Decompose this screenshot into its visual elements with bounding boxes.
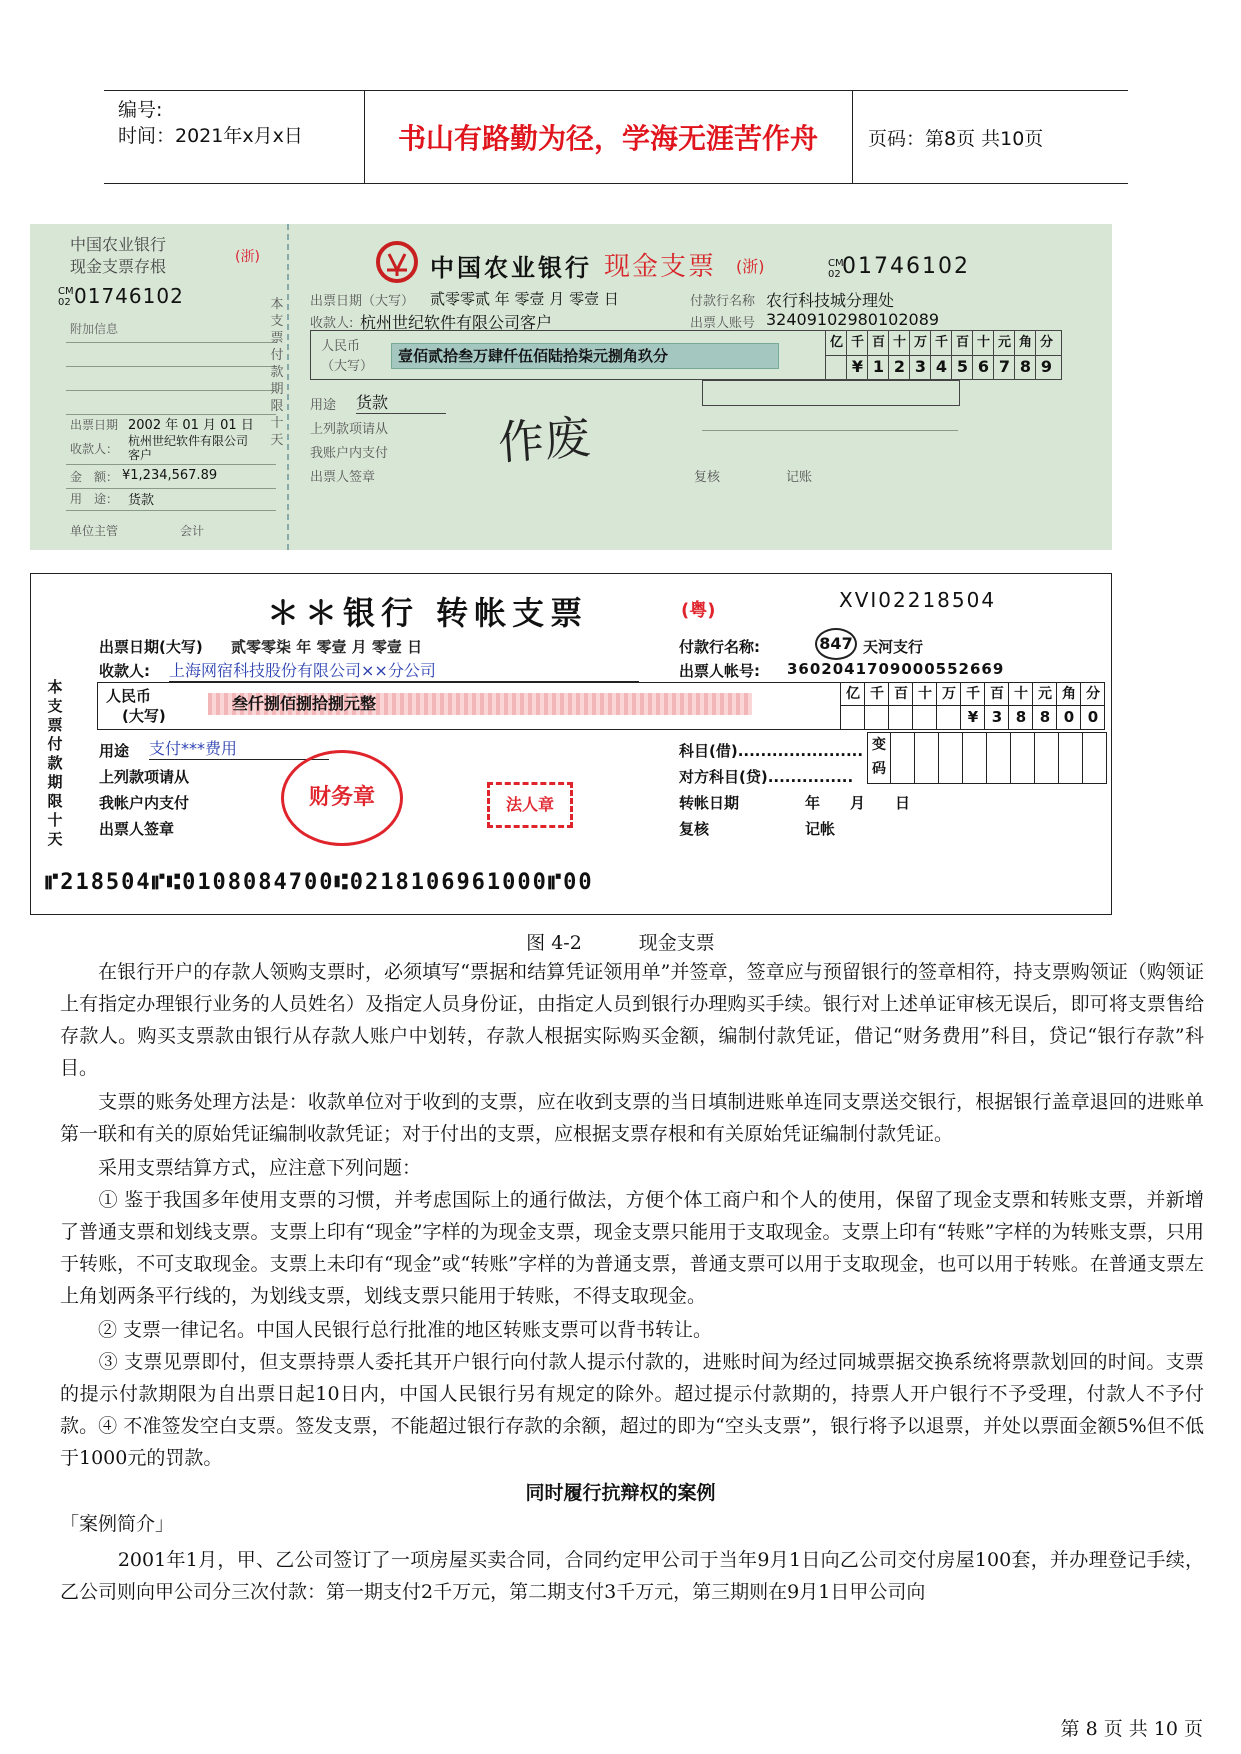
stub-use-label: 用 途： — [70, 492, 119, 506]
code-box — [702, 380, 960, 406]
stub-unit-label: 单位主管 — [70, 524, 119, 538]
number-label: 编号: — [118, 99, 163, 121]
stub-number: 01746102 — [74, 284, 184, 308]
issue-date-label: 出票日期（大写） — [310, 294, 415, 309]
transfer-cheque-title: ＊＊银行 转帐支票 — [267, 594, 589, 632]
place-cell: 百 — [951, 331, 973, 355]
payee-label: 收款人: — [99, 662, 150, 680]
instruction-line-2: 我帐户内支付 — [99, 794, 190, 812]
place-cell: 元 — [993, 331, 1015, 355]
place-cell: 7 — [993, 355, 1015, 379]
place-cell: 万 — [909, 331, 931, 355]
transfer-cheque-image — [30, 573, 1112, 915]
amount-row — [97, 682, 1105, 730]
case-paragraph: 2001年1月，甲、乙公司签订了一项房屋买卖合同，合同约定甲公司于当年9月1日向乙公司交付房屋100套，并办理登记手续，乙公司则向甲公司分三次付款：第一期支付2千万元，第二期支付3千万元，第三期则在9月1日甲公司向 — [60, 1549, 1204, 1603]
place-cell — [912, 705, 937, 729]
transfer-number: XVI02218504 — [839, 588, 997, 612]
place-cell: 千 — [864, 683, 889, 705]
place-cell: 1 — [867, 355, 889, 379]
place-cell: 8 — [1032, 705, 1057, 729]
stub-date-label: 出票日期 — [70, 418, 119, 432]
place-cell: 6 — [972, 355, 994, 379]
place-cell: 亿 — [840, 683, 865, 705]
place-cell: 4 — [930, 355, 952, 379]
issue-date-label: 出票日期(大写) — [99, 638, 203, 656]
use-label: 用途 — [99, 742, 130, 760]
use-value: 支付***费用 — [149, 736, 329, 760]
place-cell: 8 — [1014, 355, 1036, 379]
drawer-account-label: 出票人账号 — [690, 316, 756, 331]
place-cell: 万 — [936, 683, 961, 705]
place-cell: 百 — [888, 683, 913, 705]
province: (浙) — [736, 257, 765, 276]
stub-province: (浙) — [235, 249, 260, 265]
bank-logo-icon — [375, 240, 419, 284]
issue-date-value: 贰零零柒 年 零壹 月 零壹 日 — [231, 638, 423, 656]
cheque-type: 现金支票 — [604, 252, 717, 282]
place-cell — [864, 705, 889, 729]
header-meta — [104, 91, 365, 183]
stub-use-value: 货款 — [128, 493, 155, 508]
amount-in-words: 壹佰贰拾叁万肆仟伍佰陆拾柒元捌角玖分 — [391, 343, 779, 369]
place-cell: 千 — [930, 331, 952, 355]
use-label: 用途 — [310, 398, 337, 413]
stub-code: CM 02 — [58, 286, 74, 308]
cheque-code: CM 02 — [828, 258, 844, 280]
stub-date-value: 2002 年 01 月 01 日 — [128, 418, 254, 433]
place-cell: 十 — [972, 331, 994, 355]
drawer-account-value: 32409102980102089 — [766, 310, 940, 329]
void-handwriting: 作废 — [496, 409, 592, 471]
payer-bank-code: 847 — [815, 628, 857, 660]
place-header-row — [825, 331, 1061, 356]
time-label: 时间：2021年x月x日 — [118, 125, 303, 147]
place-cell: 3 — [909, 355, 931, 379]
stub-attach-label: 附加信息 — [70, 322, 119, 336]
page-header — [104, 90, 1128, 184]
payee-value: 杭州世纪软件有限公司客户 — [360, 313, 553, 332]
place-cell: 分 — [1035, 331, 1057, 355]
place-cell: 百 — [867, 331, 889, 355]
figure-caption: 图 4-2 现金支票 — [526, 932, 715, 954]
record-label: 记账 — [786, 470, 813, 485]
credit-label: 对方科目(贷)............... — [679, 768, 854, 786]
place-cell: 8 — [1008, 705, 1033, 729]
place-cell: ¥ — [960, 705, 985, 729]
cheque-stub — [30, 224, 289, 550]
review-label: 复核 — [679, 820, 710, 838]
paragraph-5: ② 支票一律记名。中国人民银行总行批准的地区转账支票可以背书转让。 — [60, 1319, 713, 1341]
payee-label: 收款人: — [310, 316, 354, 331]
place-cell: 0 — [1056, 705, 1081, 729]
place-cell: 十 — [912, 683, 937, 705]
place-cell: ¥ — [846, 355, 868, 379]
place-cell: 2 — [888, 355, 910, 379]
instruction-line-2: 我账户内支付 — [310, 446, 389, 461]
transfer-date-ymd: 年 月 日 — [805, 794, 911, 812]
place-cell: 十 — [888, 331, 910, 355]
place-cell: 千 — [846, 331, 868, 355]
header-motto: 书山有路勤为径，学海无涯苦作舟 — [364, 91, 853, 183]
case-label: 「案例简介」 — [60, 1513, 175, 1535]
record-label: 记帐 — [805, 820, 836, 838]
payer-bank-label: 付款行名称 — [690, 294, 756, 309]
cheque-number: 01746102 — [842, 254, 970, 279]
stub-amount-value: ¥1,234,567.89 — [122, 468, 218, 483]
legal-person-stamp: 法人章 — [487, 782, 573, 828]
micr-line: ⑈218504⑈⑆0108084700⑆0218106961000⑈00 — [45, 870, 594, 895]
place-digit-row — [825, 355, 1061, 379]
place-cell — [840, 705, 865, 729]
place-cell: 5 — [951, 355, 973, 379]
stub-bank: 中国农业银行 — [70, 235, 167, 254]
amount-in-words: 叁仟捌佰捌拾捌元整 — [208, 693, 752, 715]
bank-name: 中国农业银行 — [430, 254, 592, 282]
use-value: 货款 — [356, 390, 446, 414]
payer-bank-value: 天河支行 — [863, 638, 924, 656]
place-cell: 百 — [984, 683, 1009, 705]
place-cell: 角 — [1056, 683, 1081, 705]
instruction-line-1: 上列款项请从 — [310, 422, 389, 437]
paragraph-4: ① 鉴于我国多年使用支票的习惯，并考虑国际上的通行做法，方便个体工商户和个人的使用，保留了现金支票和转账支票，并新增了普通支票和划线支票。支票上印有“现金”字样的为现金支票，现金支票只能用于支取现金。支票上印有“转账”字样的为转账支票，只用于转账，不可支取现金。支票上未印有“现金”或“转账”字样的为普通支票，普通支票可以用于支取现金，也可以用于转账。在普通支票左上角划两条平行线的，为划线支票，划线支票只能用于转账，不得支取现金。 — [60, 1189, 1204, 1307]
place-cell — [825, 355, 847, 379]
rmb-label: 人民币 — [106, 687, 152, 705]
place-cell: 亿 — [825, 331, 847, 355]
stub-payee-label: 收款人： — [70, 442, 119, 456]
header-page: 页码：第8页 共10页 — [868, 127, 1044, 150]
payer-bank-value: 农行科技城分理处 — [766, 291, 895, 310]
issue-date-value: 贰零零贰 年 零壹 月 零壹 日 — [430, 290, 619, 308]
section-title: 同时履行抗辩权的案例 — [525, 1482, 716, 1504]
stub-account-label: 会计 — [180, 524, 205, 538]
drawer-signature-label: 出票人签章 — [310, 470, 376, 485]
stub-title: 现金支票存根 — [70, 257, 167, 276]
side-text: 本支票付款期限十天 — [47, 678, 63, 848]
place-header-row — [840, 683, 1104, 706]
stub-payee-value: 杭州世纪软件有限公司客户 — [128, 434, 249, 462]
transfer-date-label: 转帐日期 — [679, 794, 740, 812]
review-label: 复核 — [694, 470, 721, 485]
payer-bank-label: 付款行名称: — [679, 638, 760, 656]
cash-cheque-image — [30, 224, 1112, 550]
place-cell: 角 — [1014, 331, 1036, 355]
place-cell: 9 — [1035, 355, 1057, 379]
rmb-caps-label: (大写) — [122, 707, 166, 725]
place-cell: 十 — [1008, 683, 1033, 705]
paragraph-1: 在银行开户的存款人领购支票时，必须填写“票据和结算凭证领用单”并签章，签章应与预留银行的签章相符，持支票购领证（购领证上有指定办理银行业务的人员姓名）及指定人员身份证，由指定人员到银行办理购买手续。银行对上述单证审核无误后，即可将支票售给存款人。购买支票款由银行从存款人账户中划转，存款人根据实际购买金额，编制付款凭证，借记“财务费用”科目，贷记“银行存款”科目。 — [60, 961, 1204, 1079]
paragraph-3: 采用支票结算方式，应注意下列问题： — [60, 1157, 422, 1179]
stub-amount-label: 金 额： — [70, 470, 119, 484]
rmb-label: 人民币 — [321, 339, 361, 354]
place-digit-row — [840, 705, 1104, 729]
code-grid — [867, 732, 1107, 784]
place-cell: 3 — [984, 705, 1009, 729]
code-label: 变码 — [868, 733, 891, 783]
paragraph-6: ③ 支票见票即付，但支票持票人委托其开户银行向付款人提示付款的，进账时间为经过同城票据交换系统将票款划回的时间。支票的提示付款期限为自出票日起10日内，中国人民银行另有规定的除外。超过提示付款期的，持票人开户银行不予受理，付款人不予付款。④ 不准签发空白支票。签发支票，不能超过银行存款的余额，超过的即为“空头支票”，银行将予以退票，并处以票面金额5%但不低于1000元的罚款。 — [60, 1351, 1204, 1469]
instruction-line-1: 上列款项请从 — [99, 768, 190, 786]
place-cell — [936, 705, 961, 729]
finance-stamp: 财务章 — [281, 750, 403, 846]
transfer-province: (粤) — [681, 600, 716, 621]
place-cell — [888, 705, 913, 729]
place-cell: 0 — [1080, 705, 1105, 729]
side-text: 本支票付款期限十天 — [270, 297, 284, 448]
place-cell: 分 — [1080, 683, 1105, 705]
drawer-account-label: 出票人帐号: — [679, 662, 760, 680]
paragraph-2: 支票的账务处理方法是：收款单位对于收到的支票，应在收到支票的当日填制进账单连同支票送交银行，根据银行盖章退回的进账单第一联和有关的原始凭证编制收款凭证；对于付出的支票，应根据支票存根和有关原始凭证编制付款凭证。 — [60, 1091, 1204, 1145]
debit-label: 科目(借)...................... — [679, 742, 864, 760]
payee-value: 上海网宿科技股份有限公司××分公司 — [169, 658, 639, 682]
place-cell: 千 — [960, 683, 985, 705]
rmb-caps-label: （大写） — [321, 359, 374, 374]
drawer-account-value: 3602041709000552669 — [787, 660, 1005, 678]
drawer-signature-label: 出票人签章 — [99, 820, 175, 838]
place-cell: 元 — [1032, 683, 1057, 705]
amount-row — [310, 330, 1062, 380]
page-footer: 第 8 页 共 10 页 — [1060, 1718, 1203, 1740]
